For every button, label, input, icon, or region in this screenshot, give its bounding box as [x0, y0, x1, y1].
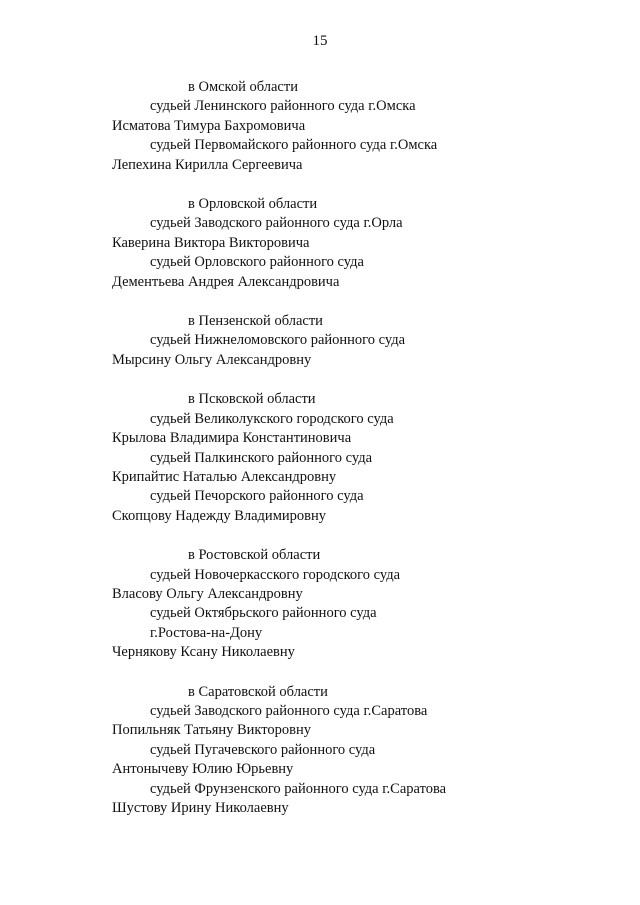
appointments-list — [112, 78, 612, 838]
judge-name: Шустову Ирину Николаевну — [112, 800, 289, 816]
judge-name: Антонычеву Юлию Юрьевну — [112, 761, 294, 778]
court-line: судьей Палкинского районного суда — [150, 449, 373, 466]
court-line: судьей Ленинского районного суда г.Омска — [150, 98, 416, 115]
court-line: судьей Октябрьского районного суда — [150, 605, 377, 622]
court-line: судьей Заводского районного суда г.Орла — [150, 215, 403, 232]
judge-name: Власову Ольгу Александровну — [112, 585, 303, 602]
court-line: судьей Великолукского городского суда — [150, 410, 394, 427]
judge-name: Дементьева Андрея Александровича — [112, 273, 340, 290]
judge-name: Исматова Тимура Бахромовича — [112, 117, 306, 134]
region-title: в Орловской области — [188, 196, 318, 213]
region-section — [112, 195, 612, 292]
court-line: г.Ростова-на-Дону — [150, 624, 263, 641]
court-line: судьей Первомайского районного суда г.Омска — [150, 137, 438, 154]
court-line: судьей Нижнеломовского районного суда — [150, 332, 406, 349]
region-title: в Псковской области — [188, 391, 316, 408]
page-number: 15 — [312, 33, 328, 49]
region-section — [112, 312, 612, 370]
court-line: судьей Фрунзенского районного суда г.Саратова — [150, 780, 447, 797]
court-line: судьей Заводского районного суда г.Саратова — [150, 702, 428, 719]
court-line: судьей Пугачевского районного суда — [150, 741, 376, 758]
region-title: в Омской области — [188, 79, 298, 95]
region-title: в Пензенской области — [188, 313, 323, 330]
judge-name: Чернякову Ксану Николаевну — [112, 644, 295, 661]
judge-name: Каверина Виктора Викторовича — [112, 234, 310, 251]
region-section — [112, 78, 612, 175]
judge-name: Крылова Владимира Константиновича — [112, 430, 352, 447]
region-title: в Саратовской области — [188, 683, 328, 700]
judge-name: Мырсину Ольгу Александровну — [112, 351, 312, 368]
region-section — [112, 390, 612, 526]
court-line: судьей Орловского районного суда — [150, 254, 364, 271]
region-section — [112, 546, 612, 662]
judge-name: Крипайтис Наталью Александровну — [112, 468, 337, 485]
region-title: в Ростовской области — [188, 547, 321, 564]
judge-name: Лепехина Кирилла Сергеевича — [112, 156, 303, 173]
judge-name: Попильняк Татьяну Викторовну — [112, 722, 312, 739]
judge-name: Скопцову Надежду Владимировну — [112, 507, 326, 524]
court-line: судьей Печорского районного суда — [150, 488, 364, 505]
region-section — [112, 683, 612, 819]
court-line: судьей Новочеркасского городского суда — [150, 566, 401, 583]
